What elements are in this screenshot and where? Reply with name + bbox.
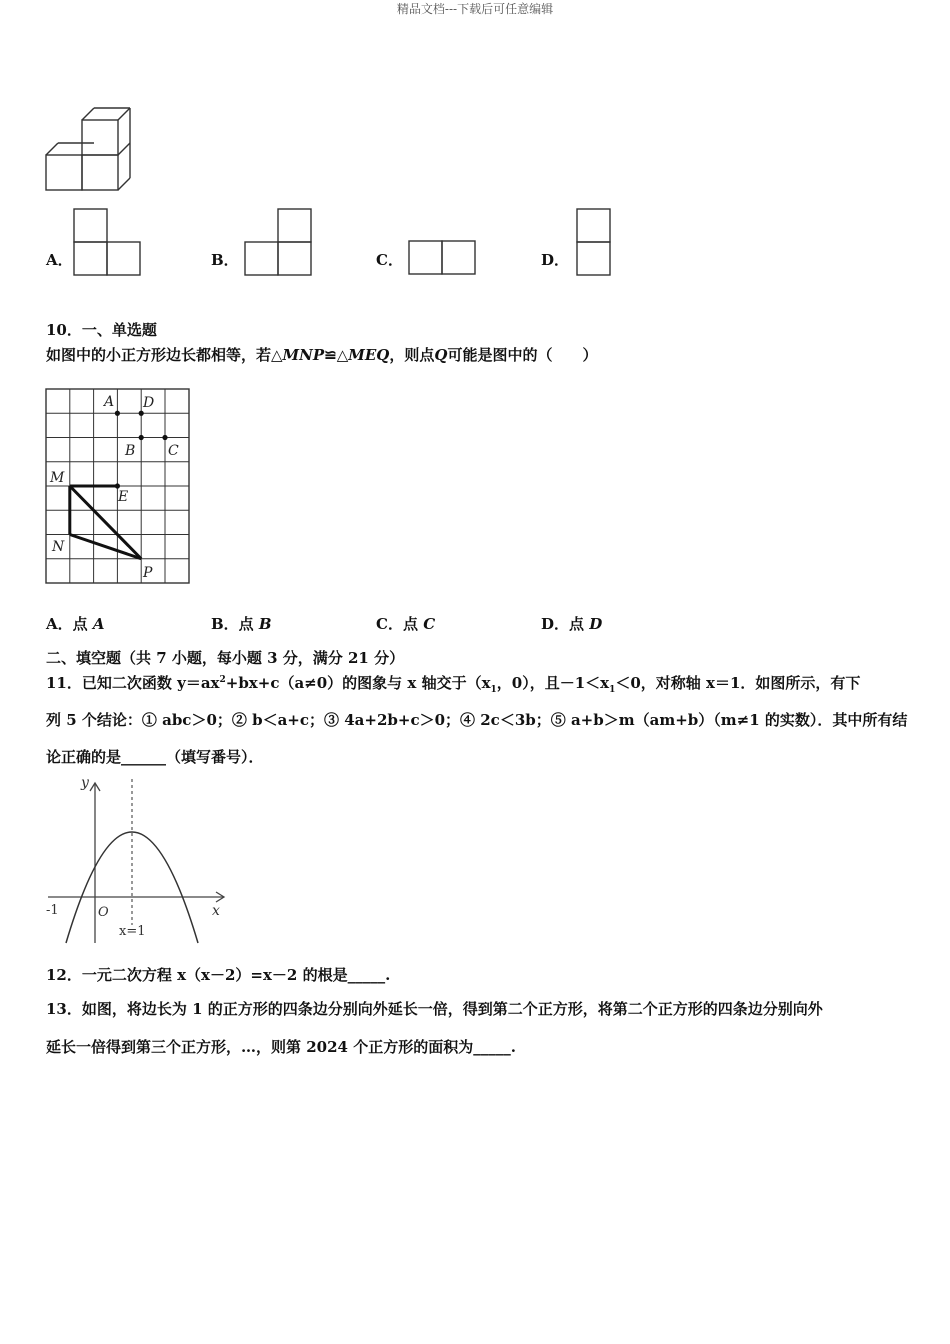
q10-option-a: A．点 A <box>46 615 105 633</box>
q10-stem-q: Q <box>434 346 448 364</box>
option-a-view <box>72 207 144 277</box>
grid-label-n: N <box>52 539 65 555</box>
point-c <box>162 435 167 440</box>
page-watermark: 精品文档---下载后可任意编辑 <box>396 2 554 16</box>
grid-label-p: P <box>143 565 153 581</box>
point-a <box>115 411 120 416</box>
q13-line-2: 延长一倍得到第三个正方形，…，则第 2024 个正方形的面积为_____. <box>46 1038 516 1056</box>
q10-stem-mid: ，则点 <box>389 346 435 364</box>
option-c-label: C． <box>376 251 403 269</box>
q10-option-d: D．点 D <box>541 615 603 633</box>
q11-parabola-graph <box>44 775 234 947</box>
grid-label-e: E <box>118 489 129 505</box>
q10-option-b: B．点 B <box>211 615 272 633</box>
q10-title: 10．一、单选题 <box>46 321 157 339</box>
q12-text: 12．一元二次方程 x（x－2）=x－2 的根是_____. <box>46 966 391 984</box>
q11-line-2: 列 5 个结论：① abc＞0；② b＜a+c；③ 4a+2b+c＞0；④ 2c＜3b；⑤ a+b＞m（am+b）（m≠1 的实数）．其中所有结 <box>46 711 908 729</box>
x-axis-label: x <box>212 903 220 919</box>
grid-label-d: D <box>143 395 155 411</box>
q10-stem-post: 可能是图中的（ ） <box>447 346 598 364</box>
symmetry-axis-label: x=1 <box>119 924 146 939</box>
option-b-label: B． <box>211 251 239 269</box>
option-a-label: A． <box>46 251 73 269</box>
q13-line-1: 13．如图，将边长为 1 的正方形的四条边分别向外延长一倍，得到第二个正方形，将第二个正方形的四条边分别向外 <box>46 1000 823 1018</box>
option-c-view <box>407 239 479 277</box>
origin-label: O <box>98 905 109 920</box>
q10-option-c: C．点 C <box>376 615 436 633</box>
section-2-title: 二、填空题（共 7 小题，每小题 3 分，满分 21 分） <box>46 649 405 667</box>
option-d-view <box>575 207 615 277</box>
q10-stem-pre: 如图中的小正方形边长都相等，若△ <box>46 346 283 364</box>
option-d-label: D． <box>541 251 570 269</box>
point-d <box>139 411 144 416</box>
grid-label-b: B <box>125 443 136 459</box>
grid-label-c: C <box>168 443 179 459</box>
q10-grid-figure <box>44 387 194 587</box>
q10-stem-cong: ≌△ <box>324 346 349 364</box>
point-e <box>115 483 120 488</box>
point-b <box>139 435 144 440</box>
y-axis-label: y <box>81 775 89 791</box>
q10-stem-t1: MNP <box>282 346 325 364</box>
triangle-mnp <box>70 486 141 559</box>
grid-label-m: M <box>50 470 65 486</box>
solid-figure <box>40 100 140 195</box>
neg-one-label: -1 <box>46 903 59 918</box>
q10-stem-t2: MEQ <box>348 346 390 364</box>
q10-stem <box>46 344 597 365</box>
grid-label-a: A <box>104 394 115 410</box>
option-b-view <box>243 207 315 277</box>
q11-line-1: 11．已知二次函数 $y=ax^2+bx+c(a\ne 0)$的图象与 x 轴交于（$x_1$，0），且$-1<x_1<0$，对称轴 x＝1．如图所示，有下 <box>46 674 861 695</box>
q11-line-3: 论正确的是______（填写番号）． <box>46 748 264 766</box>
